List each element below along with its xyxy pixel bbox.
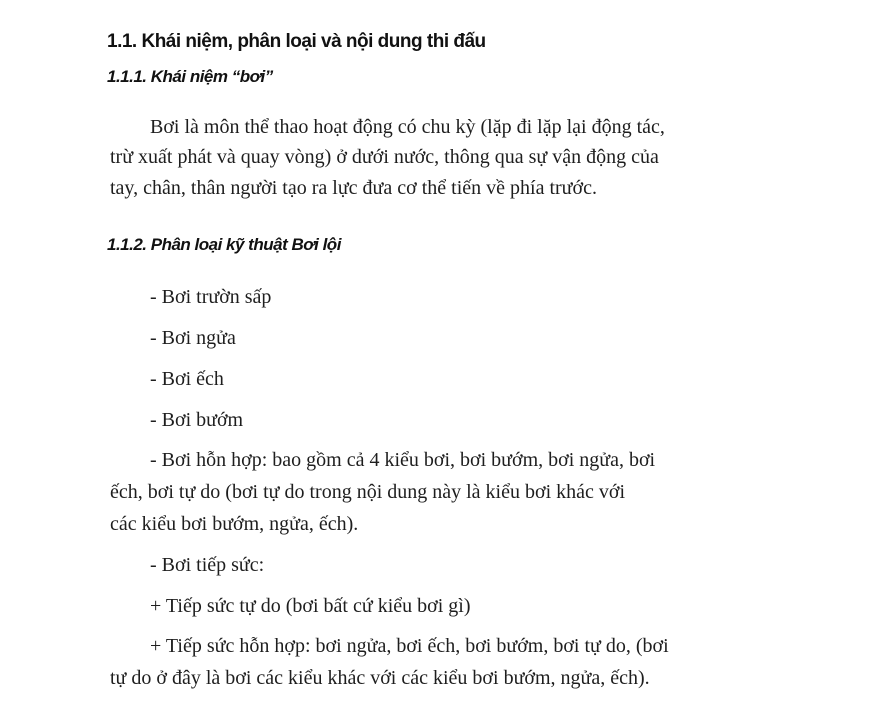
concept-heading: 1.1.1. Khái niệm “bơi”	[107, 67, 273, 86]
list-item: - Bơi trườn sấp	[150, 286, 272, 308]
medley-line-1: - Bơi hỗn hợp: bao gồm cả 4 kiểu bơi, bơi bướm, bơi ngửa, bơi	[150, 449, 656, 471]
relay-item: - Bơi tiếp sức:	[150, 554, 265, 576]
concept-line-1: Bơi là môn thể thao hoạt động có chu kỳ (lặp đi lặp lại động tác,	[150, 116, 665, 138]
relay-free-item: + Tiếp sức tự do (bơi bất cứ kiểu bơi gì)	[150, 595, 471, 617]
list-item: - Bơi bướm	[150, 409, 244, 431]
list-item: - Bơi ếch	[150, 368, 224, 390]
concept-line-2: trừ xuất phát và quay vòng) ở dưới nước, thông qua sự vận động của	[110, 146, 659, 168]
medley-line-2: ếch, bơi tự do (bơi tự do trong nội dung này là kiểu bơi khác với	[110, 481, 626, 503]
relay-medley-line-2: tự do ở đây là bơi các kiểu khác với các kiểu bơi bướm, ngửa, ếch).	[110, 667, 650, 689]
section-title: 1.1. Khái niệm, phân loại và nội dung thi đấu	[107, 31, 486, 52]
medley-line-3: các kiểu bơi bướm, ngửa, ếch).	[110, 513, 359, 535]
classification-heading: 1.1.2. Phân loại kỹ thuật Bơi lội	[107, 235, 341, 254]
concept-line-3: tay, chân, thân người tạo ra lực đưa cơ thể tiến về phía trước.	[110, 177, 597, 199]
list-item: - Bơi ngửa	[150, 327, 236, 349]
relay-medley-line-1: + Tiếp sức hỗn hợp: bơi ngửa, bơi ếch, bơi bướm, bơi tự do, (bơi	[150, 635, 669, 657]
